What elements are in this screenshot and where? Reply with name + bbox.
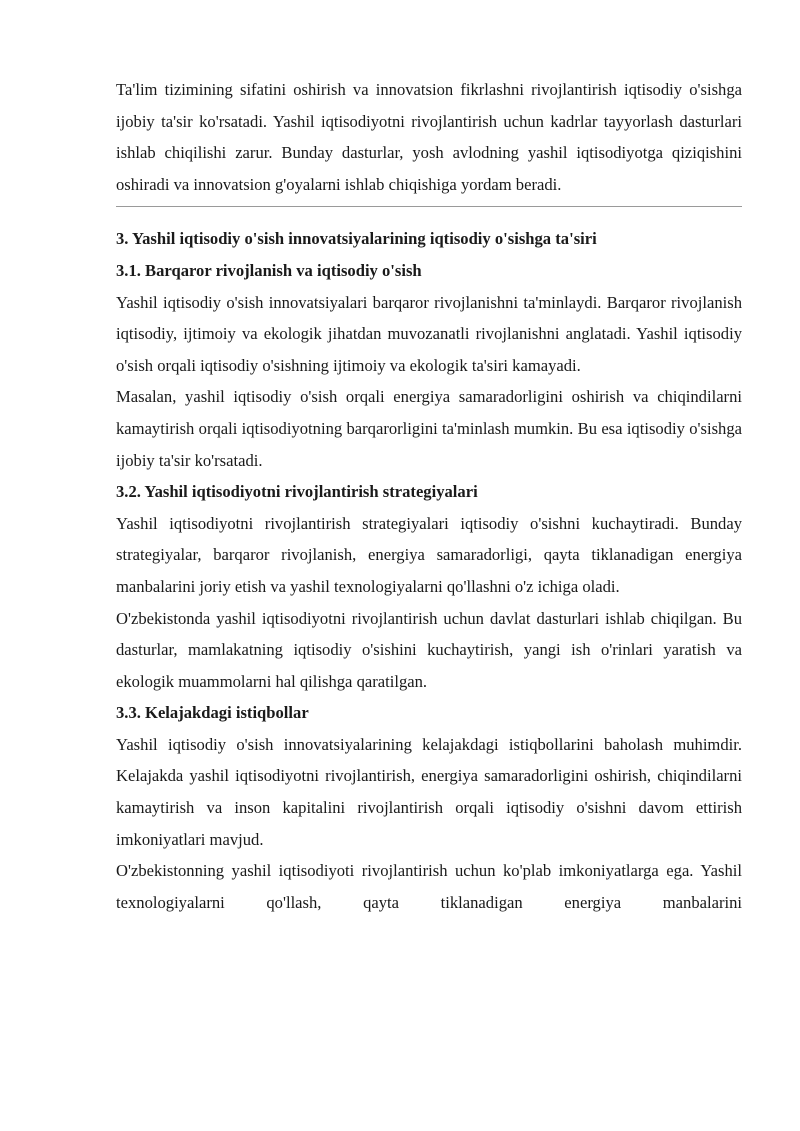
subsection-title-3-2: 3.2. Yashil iqtisodiyotni rivojlantirish strategiyalari	[116, 482, 478, 502]
subsection-title-3-3: 3.3. Kelajakdagi istiqbollar	[116, 703, 309, 723]
section-divider	[116, 206, 742, 207]
intro-paragraph: Ta'lim tizimining sifatini oshirish va innovatsion fikrlashni rivojlantirish iqtisodiy o'sishga ijobiy ta'sir ko'rsatadi. Yashil iqtisodiyotni rivojlantirish uchun kadrlar tayyorlash dasturlari ishlab chiqilishi zarur. Bunday dasturlar, yosh avlodning yashil iqtisodiyotga qiziqishini oshiradi va innovatsion g'oyalarni ishlab chiqishiga yordam beradi.	[116, 80, 742, 194]
subsection-title-3-1: 3.1. Barqaror rivojlanish va iqtisodiy o'sish	[116, 260, 422, 280]
paragraph-3-1-a: Yashil iqtisodiy o'sish innovatsiyalari barqaror rivojlanishni ta'minlaydi. Barqaror rivojlanish iqtisodiy, ijtimoiy va ekologik jihatdan muvozanatli rivojlanishni anglatadi. Yashil iqtisodiy o'sish orqali iqtisodiy o'sishning ijtimoiy va ekologik ta'siri kamayadi.	[116, 292, 742, 375]
section-title: 3. Yashil iqtisodiy o'sish innovatsiyalarining iqtisodiy o'sishga ta'siri	[116, 229, 597, 249]
paragraph-3-2-b: O'zbekistonda yashil iqtisodiyotni rivojlantirish uchun davlat dasturlari ishlab chiqilgan. Bu dasturlar, mamlakatning iqtisodiy o'sishini kuchaytirish, yangi ish o'rinlari yaratish va ekologik muammolarni hal qilishga qaratilgan.	[116, 608, 742, 691]
paragraph-3-3-a: Yashil iqtisodiy o'sish innovatsiyalarining kelajakdagi istiqbollarini baholash muhimdir. Kelajakda yashil iqtisodiyotni rivojlantirish, energiya samaradorligini oshirish, chiqindilarni kamaytirish va inson kapitalini rivojlantirish orqali iqtisodiy o'sishni davom ettirish imkoniyatlari mavjud.	[116, 734, 742, 849]
paragraph-3-3-b: O'zbekistonning yashil iqtisodiyoti rivojlantirish uchun ko'plab imkoniyatlarga ega. Yashil texnologiyalarni qo'llash, qayta tiklanadigan energiya manbalarini	[116, 861, 742, 912]
paragraph-3-2-a: Yashil iqtisodiyotni rivojlantirish strategiyalari iqtisodiy o'sishni kuchaytiradi. Bunday strategiyalar, barqaror rivojlanish, energiya samaradorligi, qayta tiklanadigan energiya manbalarini joriy etish va yashil texnologiyalarni qo'llashni o'z ichiga oladi.	[116, 513, 742, 596]
document-page	[116, 74, 742, 918]
paragraph-3-1-b: Masalan, yashil iqtisodiy o'sish orqali energiya samaradorligini oshirish va chiqindilarni kamaytirish orqali iqtisodiyotning barqarorligini ta'minlash mumkin. Bu esa iqtisodiy o'sishga ijobiy ta'sir ko'rsatadi.	[116, 387, 742, 470]
